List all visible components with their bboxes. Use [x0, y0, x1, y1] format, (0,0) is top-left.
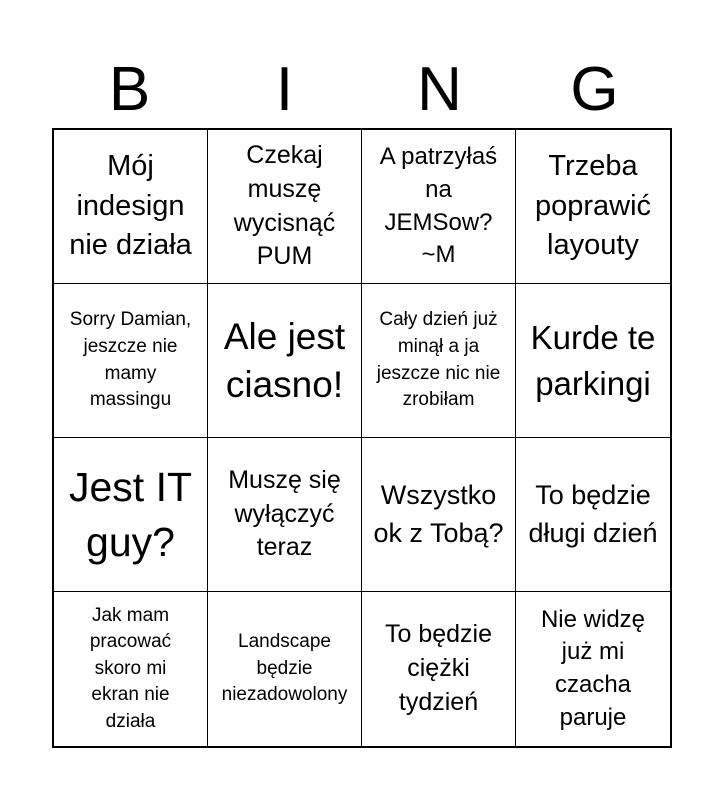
cell-text: Jest IT guy? [68, 464, 193, 565]
bingo-cell-r4c2[interactable] [208, 592, 362, 746]
cell-text: Nie widzę już mi czacha paruje [540, 605, 646, 731]
cell-text: Czekaj muszę wycisnąć PUM [233, 141, 336, 271]
bingo-cell-r4c1[interactable] [54, 592, 208, 746]
header-letter-i: I [275, 55, 294, 124]
cell-text: Wszystko ok z Tobą? [373, 480, 504, 548]
bingo-cell-r2c4[interactable] [516, 284, 670, 438]
cell-text: Sorry Damian, jeszcze nie mamy massingu [69, 309, 192, 411]
cell-text: A patrzyłaś na JEMSow? ~M [379, 143, 498, 269]
bingo-cell-r3c3[interactable] [362, 438, 516, 592]
bingo-cell-r3c1[interactable] [54, 438, 208, 592]
bingo-board [52, 128, 672, 748]
cell-text: Cały dzień już minął a ja jeszcze nic nie zrobiłam [376, 309, 501, 411]
bingo-cell-r4c3[interactable] [362, 592, 516, 746]
bingo-cell-r2c3[interactable] [362, 284, 516, 438]
cell-text: Muszę się wyłączyć teraz [228, 465, 341, 562]
cell-text: Kurde te parkingi [530, 318, 656, 402]
bingo-cell-r4c4[interactable] [516, 592, 670, 746]
cell-text: Ale jest ciasno! [223, 316, 346, 405]
bingo-cell-r3c2[interactable] [208, 438, 362, 592]
header-letter-n: N [417, 55, 462, 124]
cell-text: Trzeba poprawić layouty [534, 150, 652, 262]
bingo-cell-r2c1[interactable] [54, 284, 208, 438]
bingo-header [52, 52, 672, 128]
bingo-cell-r3c4[interactable] [516, 438, 670, 592]
bingo-cell-r1c3[interactable] [362, 130, 516, 284]
header-letter-b: B [108, 55, 151, 124]
bingo-cell-r1c4[interactable] [516, 130, 670, 284]
cell-text: To będzie ciężki tydzień [384, 620, 493, 716]
bingo-cell-r1c1[interactable] [54, 130, 208, 284]
bingo-cell-r2c2[interactable] [208, 284, 362, 438]
cell-text: Mój indesign nie działa [69, 150, 192, 262]
header-letter-g: G [570, 55, 619, 124]
cell-text: Landscape będzie niezadowolony [221, 631, 348, 706]
cell-text: Jak mam pracować skoro mi ekran nie działa [89, 604, 172, 732]
bingo-cell-r1c2[interactable] [208, 130, 362, 284]
cell-text: To będzie długi dzień [528, 480, 658, 548]
